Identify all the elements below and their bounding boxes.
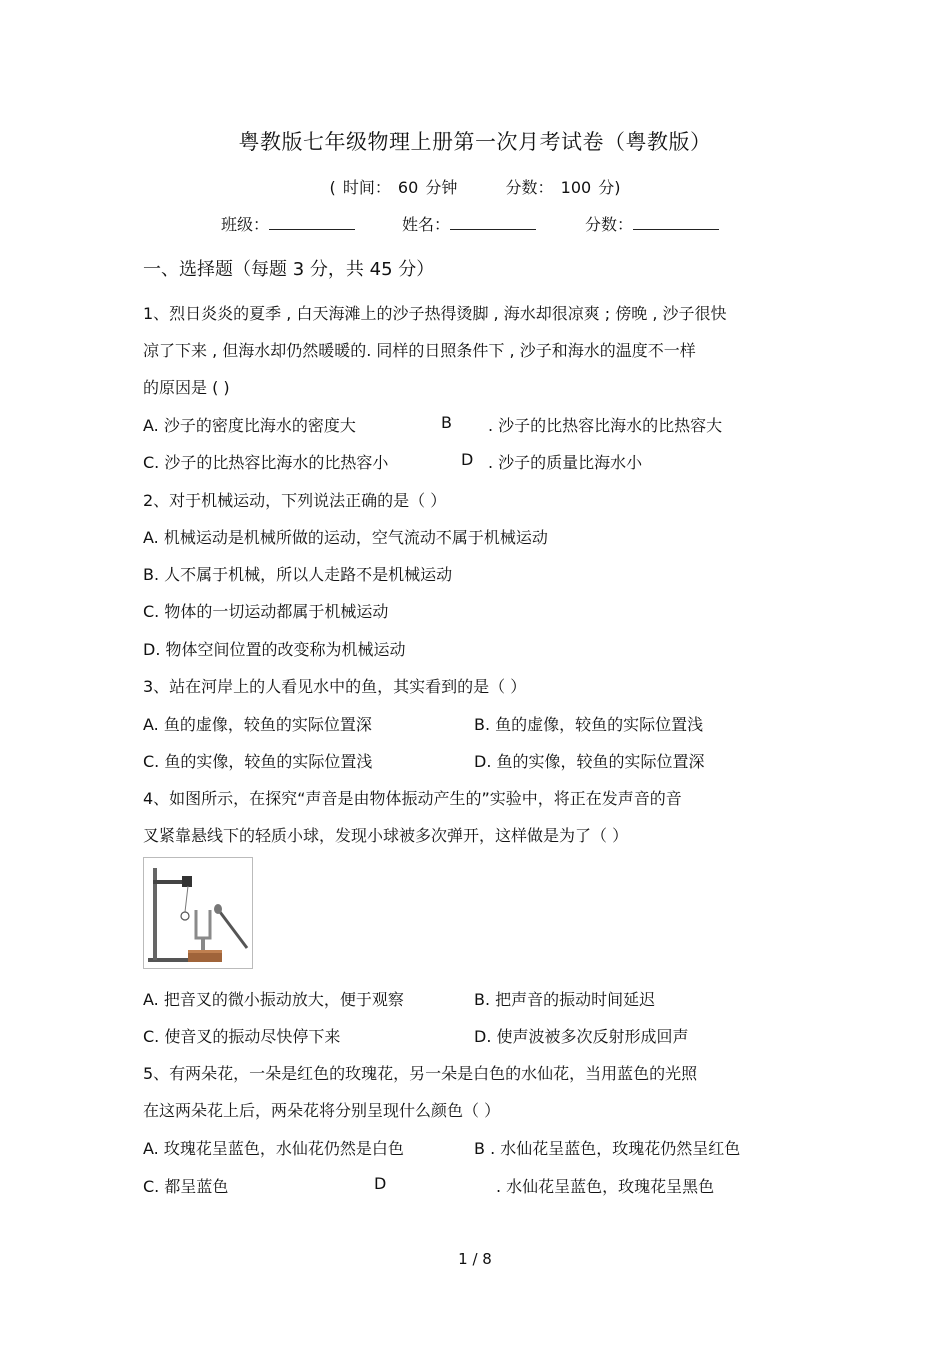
score-field	[585, 212, 719, 235]
q1-option-d: . 沙子的质量比海水小	[488, 453, 643, 472]
q3-option-d: D. 鱼的实像，较鱼的实际位置深	[474, 752, 705, 771]
q5-option-c: C. 都呈蓝色	[143, 1177, 229, 1196]
q4-option-c: C. 使音叉的振动尽快停下来	[143, 1027, 341, 1046]
q5-option-a: A. 玫瑰花呈蓝色，水仙花仍然是白色	[143, 1139, 404, 1158]
total-score-info: 分数： 100 分)	[505, 178, 621, 197]
q3-option-c: C. 鱼的实像，较鱼的实际位置浅	[143, 752, 373, 771]
q4-stem-line-2: 叉紧靠悬线下的轻质小球，发现小球被多次弹开，这样做是为了（ ）	[143, 826, 629, 845]
q1-stem-line-2: 凉了下来 , 但海水却仍然暖暖的. 同样的日照条件下 , 沙子和海水的温度不一样	[143, 341, 696, 360]
q1-option-b-letter: B	[441, 413, 452, 432]
q1-option-a: A. 沙子的密度比海水的密度大	[143, 416, 356, 435]
page-title: 粤教版七年级物理上册第一次月考试卷（粤教版）	[238, 130, 712, 154]
tuning-fork-apparatus-icon	[144, 858, 252, 968]
q1-stem-line-1: 1、烈日炎炎的夏季 , 白天海滩上的沙子热得烫脚 , 海水却很凉爽 ; 傍晚 , 沙子很快	[143, 304, 727, 323]
score-blank	[633, 215, 719, 230]
q3-option-b: B. 鱼的虚像，较鱼的实际位置浅	[474, 715, 704, 734]
name-field	[402, 212, 536, 235]
section-heading: 一、选择题（每题 3 分，共 45 分）	[143, 259, 435, 280]
page-number: 1 / 8	[458, 1250, 492, 1268]
name-label: 姓名：	[402, 215, 451, 234]
q5-option-d: . 水仙花呈蓝色，玫瑰花呈黑色	[496, 1177, 715, 1196]
q4-option-a: A. 把音叉的微小振动放大，便于观察	[143, 990, 404, 1009]
q4-option-d: D. 使声波被多次反射形成回声	[474, 1027, 689, 1046]
q2-option-a: A. 机械运动是机械所做的运动，空气流动不属于机械运动	[143, 528, 548, 547]
q1-option-d-letter: D	[461, 450, 474, 469]
q5-stem-line-1: 5、有两朵花，一朵是红色的玫瑰花，另一朵是白色的水仙花，当用蓝色的光照	[143, 1064, 698, 1083]
time-info: ( 时间： 60 分钟	[329, 178, 458, 197]
q3-stem: 3、站在河岸上的人看见水中的鱼，其实看到的是（ ）	[143, 677, 527, 696]
score-label: 分数：	[585, 215, 634, 234]
q2-option-b: B. 人不属于机械，所以人走路不是机械运动	[143, 565, 453, 584]
exam-meta	[0, 175, 950, 198]
q5-option-b: B . 水仙花呈蓝色，玫瑰花仍然呈红色	[474, 1139, 741, 1158]
tuning-fork-figure	[143, 857, 253, 969]
q1-option-b: . 沙子的比热容比海水的比热容大	[488, 416, 723, 435]
q1-option-c: C. 沙子的比热容比海水的比热容小	[143, 453, 389, 472]
class-blank	[269, 215, 355, 230]
q2-option-d: D. 物体空间位置的改变称为机械运动	[143, 640, 406, 659]
q1-stem-line-3: 的原因是 ( )	[143, 378, 230, 397]
q4-option-b: B. 把声音的振动时间延迟	[474, 990, 656, 1009]
q2-option-c: C. 物体的一切运动都属于机械运动	[143, 602, 389, 621]
name-blank	[450, 215, 536, 230]
q2-stem: 2、对于机械运动，下列说法正确的是（ ）	[143, 491, 447, 510]
class-field	[221, 212, 355, 235]
q4-stem-line-1: 4、如图所示，在探究“声音是由物体振动产生的”实验中，将正在发声音的音	[143, 789, 682, 808]
q3-option-a: A. 鱼的虚像，较鱼的实际位置深	[143, 715, 372, 734]
q5-option-d-letter: D	[374, 1174, 387, 1193]
class-label: 班级：	[221, 215, 270, 234]
q5-stem-line-2: 在这两朵花上后，两朵花将分别呈现什么颜色（ ）	[143, 1101, 501, 1120]
